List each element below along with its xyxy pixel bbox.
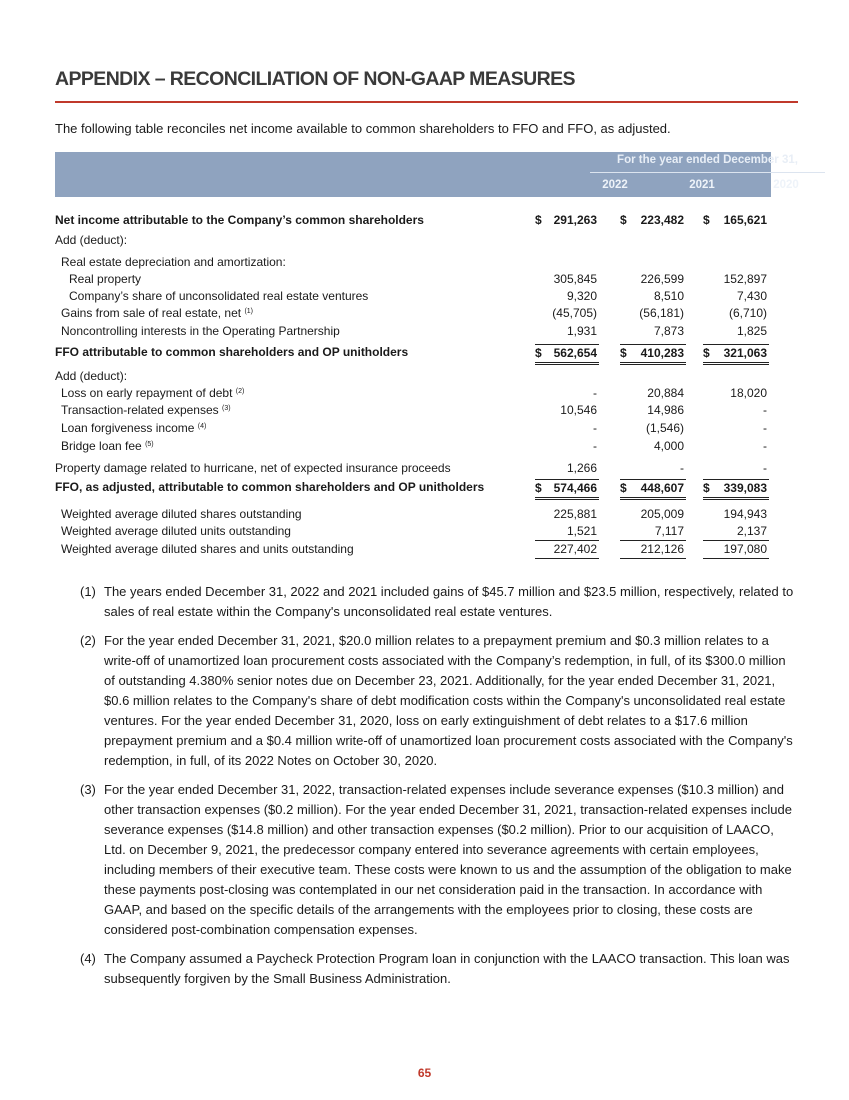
row-label-text: Loss on early repayment of debt (61, 386, 233, 400)
cell-value: 165,621 (723, 213, 767, 227)
table-row (55, 254, 771, 271)
cell-value: 205,009 (640, 507, 684, 521)
currency-symbol: $ (535, 213, 542, 227)
cell-value: 321,063 (723, 346, 767, 360)
cell-value: 7,873 (653, 324, 684, 338)
cell-2021 (620, 271, 686, 288)
cell-value: (1,546) (645, 421, 684, 435)
cell-2021 (620, 541, 686, 559)
row-label-text: Weighted average diluted shares and units outstanding (61, 542, 354, 556)
cell-value: 4,000 (653, 439, 684, 453)
header-divider (590, 172, 825, 173)
cell-value: 562,654 (553, 346, 597, 360)
table-row (55, 288, 771, 305)
cell-2022 (535, 305, 599, 322)
row-label (61, 402, 231, 419)
cell-value: (56,181) (639, 306, 684, 320)
cell-value: 291,263 (553, 213, 597, 227)
currency-symbol: $ (535, 346, 542, 360)
footnote-number: (2) (80, 633, 96, 648)
cell-2022 (535, 541, 599, 559)
cell-value: 212,126 (640, 542, 684, 556)
page-number: 65 (417, 1066, 432, 1080)
row-label-text: Company’s share of unconsolidated real estate ventures (69, 289, 369, 303)
table-row (55, 305, 771, 322)
table-row (55, 523, 771, 540)
cell-2021 (620, 438, 686, 455)
cell-value: 305,845 (553, 272, 597, 286)
cell-value: 410,283 (640, 346, 684, 360)
row-label-text: Loan forgiveness income (61, 421, 195, 435)
footnote-ref: (1) (244, 308, 253, 315)
cell-2022 (535, 344, 599, 365)
cell-2022 (535, 523, 599, 541)
table-row (55, 460, 771, 477)
table-row (55, 368, 771, 385)
footnote-ref: (3) (221, 405, 231, 412)
table-row (55, 506, 771, 523)
cell-value: 197,080 (723, 542, 767, 556)
footnote-3 (80, 780, 795, 940)
cell-value: 227,402 (553, 542, 597, 556)
cell-2022 (535, 212, 599, 229)
table-row (55, 232, 771, 249)
cell-value: 1,825 (736, 324, 767, 338)
row-label-text: Real estate depreciation and amortization: (61, 255, 286, 269)
cell-2022 (535, 506, 599, 523)
currency-symbol: $ (620, 346, 627, 360)
row-label (61, 541, 354, 558)
cell-value: - (593, 386, 597, 400)
cell-value: - (593, 421, 597, 435)
row-label (61, 420, 206, 437)
cell-2021 (620, 385, 686, 402)
currency-symbol: $ (703, 481, 710, 495)
row-label (55, 212, 424, 229)
row-label-text: Weighted average diluted shares outstanding (61, 507, 302, 521)
table-row (55, 479, 771, 496)
cell-2021 (620, 402, 686, 419)
table-row (55, 420, 771, 437)
cell-2020 (703, 479, 769, 500)
row-label-text: Bridge loan fee (61, 439, 142, 453)
cell-value: 18,020 (730, 386, 767, 400)
currency-symbol: $ (535, 481, 542, 495)
row-label (55, 460, 451, 477)
row-label-text: Real property (69, 272, 142, 286)
cell-2020 (703, 523, 769, 541)
footnote-number: (3) (80, 782, 96, 797)
footnote-2 (80, 631, 795, 771)
cell-2021 (620, 344, 686, 365)
row-label-text: Add (deduct): (55, 369, 128, 383)
currency-symbol: $ (703, 346, 710, 360)
cell-2020 (703, 402, 769, 419)
period-label: For the year ended December 31, (617, 154, 798, 166)
row-label (61, 385, 244, 402)
cell-value: 448,607 (640, 481, 684, 495)
cell-2020 (703, 460, 769, 477)
row-label-text: FFO, as adjusted, attributable to common shareholders and OP unitholders (55, 480, 485, 494)
cell-2020 (703, 271, 769, 288)
row-label (69, 288, 368, 305)
row-label (61, 506, 302, 523)
cell-value: 1,521 (566, 524, 597, 538)
row-label-text: Transaction-related expenses (61, 403, 219, 417)
row-label-text: Weighted average diluted units outstanding (61, 524, 291, 538)
table-row (55, 541, 771, 558)
cell-value: 7,430 (736, 289, 767, 303)
cell-2022 (535, 271, 599, 288)
footnote-text: The years ended December 31, 2022 and 2021 included gains of $45.7 million and $23.5 million, respectively, related to sales of real estate within the Company's unconsolidated real estate ventures. (104, 584, 794, 619)
row-label-text: FFO attributable to common shareholders and OP unitholders (55, 345, 409, 359)
cell-2022 (535, 479, 599, 500)
footnote-ref: (2) (235, 388, 245, 395)
cell-2021 (620, 523, 686, 541)
cell-value: - (593, 439, 597, 453)
footnotes (80, 582, 795, 998)
cell-value: - (763, 461, 767, 475)
intro-text: The following table reconciles net income available to common shareholders to FFO and FFO, as adjusted. (55, 121, 671, 136)
cell-2022 (535, 288, 599, 305)
cell-2021 (620, 506, 686, 523)
cell-value: 2,137 (736, 524, 767, 538)
cell-value: 8,510 (653, 289, 684, 303)
row-label-text: Add (deduct): (55, 233, 128, 247)
row-label (61, 254, 286, 271)
currency-symbol: $ (620, 481, 627, 495)
currency-symbol: $ (703, 213, 710, 227)
cell-2021 (620, 212, 686, 229)
cell-value: (45,705) (552, 306, 597, 320)
cell-value: 10,546 (560, 403, 597, 417)
row-label (55, 344, 408, 361)
footnote-ref: (4) (197, 423, 207, 430)
row-label (61, 323, 340, 340)
cell-value: 20,884 (647, 386, 684, 400)
row-label-text: Noncontrolling interests in the Operating Partnership (61, 324, 340, 338)
table-row (55, 271, 771, 288)
cell-2020 (703, 541, 769, 559)
cell-value: 194,943 (723, 507, 767, 521)
cell-2021 (620, 305, 686, 322)
row-label-text: Net income attributable to the Company’s common shareholders (55, 213, 424, 227)
cell-value: 14,986 (647, 403, 684, 417)
footnote-number: (4) (80, 951, 96, 966)
cell-value: - (763, 421, 767, 435)
footnote-number: (1) (80, 584, 96, 599)
year-2020: 2020 (773, 179, 799, 191)
cell-2022 (535, 385, 599, 402)
cell-2020 (703, 385, 769, 402)
table-header (55, 152, 799, 197)
cell-2020 (703, 344, 769, 365)
row-label (61, 438, 154, 455)
cell-value: 339,083 (723, 481, 767, 495)
cell-2020 (703, 212, 769, 229)
cell-value: 1,266 (566, 461, 597, 475)
cell-2022 (535, 438, 599, 455)
cell-2021 (620, 288, 686, 305)
cell-value: - (763, 403, 767, 417)
year-2021: 2021 (689, 179, 715, 191)
currency-symbol: $ (620, 213, 627, 227)
cell-2021 (620, 479, 686, 500)
cell-2021 (620, 460, 686, 477)
cell-value: 1,931 (566, 324, 597, 338)
cell-2020 (703, 323, 769, 340)
cell-value: 9,320 (566, 289, 597, 303)
row-label (55, 232, 127, 249)
cell-2022 (535, 323, 599, 340)
row-label-text: Property damage related to hurricane, net of expected insurance proceeds (55, 461, 451, 475)
cell-value: - (680, 461, 684, 475)
cell-2022 (535, 460, 599, 477)
row-label (55, 368, 127, 385)
footnote-text: For the year ended December 31, 2021, $20.0 million relates to a prepayment premium and $0.3 million relates to a write-off of unamortized loan procurement costs associated with the Company’s redemption, in full, of its $300.0 million of outstanding 4.380% senior notes due on December 23, 2021. Additionally, for the year ended December 31, 2021, $0.6 million relates to the Company's share of debt modification costs within the Company's unconsolidated real estate ventures. For the year ended December 31, 2020, loss on early extinguishment of debt relates to a $17.6 million prepayment premium and a $0.4 million write-off of unamortized loan procurement costs associated with the Company's redemption, in full, of its 2022 Notes on October 30, 2020. (104, 633, 793, 768)
cell-2020 (703, 506, 769, 523)
row-label (55, 479, 484, 496)
cell-2022 (535, 420, 599, 437)
title-rule (55, 101, 798, 103)
footnote-ref: (5) (145, 441, 154, 448)
cell-value: 152,897 (723, 272, 767, 286)
cell-value: 226,599 (640, 272, 684, 286)
cell-2020 (703, 288, 769, 305)
cell-value: (6,710) (728, 306, 767, 320)
row-label (61, 523, 291, 540)
cell-2020 (703, 305, 769, 322)
footnote-text: The Company assumed a Paycheck Protection Program loan in conjunction with the LAACO transaction. This loan was subsequently forgiven by the Small Business Administration. (104, 951, 790, 986)
cell-value: 574,466 (553, 481, 597, 495)
row-label (61, 305, 253, 322)
footnote-1 (80, 582, 795, 622)
cell-2021 (620, 323, 686, 340)
page-title: APPENDIX – RECONCILIATION OF NON-GAAP MEASURES (55, 68, 575, 90)
cell-value: - (763, 439, 767, 453)
table-row (55, 402, 771, 419)
table-row (55, 438, 771, 455)
cell-2022 (535, 402, 599, 419)
table-row (55, 323, 771, 340)
table-row (55, 385, 771, 402)
cell-2020 (703, 438, 769, 455)
year-2022: 2022 (602, 179, 628, 191)
cell-value: 225,881 (553, 507, 597, 521)
row-label (69, 271, 141, 288)
cell-2020 (703, 420, 769, 437)
cell-2021 (620, 420, 686, 437)
table-row (55, 344, 771, 361)
cell-value: 7,117 (654, 524, 684, 538)
cell-value: 223,482 (640, 213, 684, 227)
footnote-4 (80, 949, 795, 989)
footnote-text: For the year ended December 31, 2022, transaction-related expenses include severance expenses ($10.3 million) and other transaction expenses ($0.2 million). For the year ended December 31, 2021, transaction-related expenses include severance expenses ($14.8 million) and other transaction expenses ($0.2 million). Prior to our acquisition of LAACO, Ltd. on December 9, 2021, the predecessor company entered into severance agreements with certain employees, including members of their executive team. These costs were known to us and the assumption of the obligation to make these payments post-closing was contemplated in our net consideration paid in the transaction. In accordance with GAAP, and based on the specific details of the arrangements with the employees prior to closing, these costs are considered post-combination compensation expenses. (104, 782, 792, 937)
row-label-text: Gains from sale of real estate, net (61, 306, 242, 320)
table-row (55, 212, 771, 229)
